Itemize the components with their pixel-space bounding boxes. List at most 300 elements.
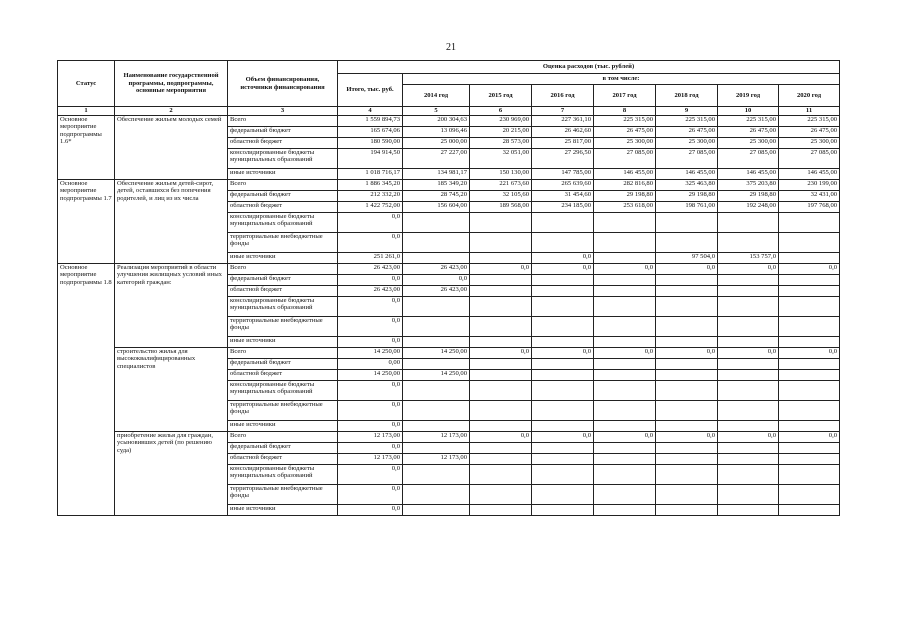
year-value: 230 199,00: [779, 180, 840, 191]
year-value: [403, 317, 470, 337]
year-value: [779, 317, 840, 337]
year-value: 325 463,80: [656, 180, 718, 191]
header-estimate: Оценка расходов (тыс. рублей): [338, 61, 840, 74]
year-value: [656, 359, 718, 370]
year-value: [403, 401, 470, 421]
column-number: 11: [779, 107, 840, 116]
year-value: [470, 485, 532, 505]
year-value: 26 475,00: [718, 127, 779, 138]
year-value: [656, 465, 718, 485]
year-value: [718, 317, 779, 337]
year-value: [779, 505, 840, 516]
year-value: [656, 317, 718, 337]
year-value: [532, 233, 594, 253]
header-year: 2015 год: [470, 85, 532, 107]
year-value: [779, 297, 840, 317]
year-value: 25 300,00: [594, 138, 656, 149]
year-value: [594, 505, 656, 516]
funding-source: Всего: [228, 432, 338, 443]
year-value: [779, 370, 840, 381]
year-value: [470, 213, 532, 233]
header-total: Итого, тыс. руб.: [338, 74, 403, 107]
funding-source: иные источники: [228, 337, 338, 348]
year-value: 25 817,00: [532, 138, 594, 149]
year-value: 97 504,0: [656, 253, 718, 264]
year-value: [594, 359, 656, 370]
year-value: [403, 359, 470, 370]
year-value: 156 604,00: [403, 202, 470, 213]
total-value: 0,0: [338, 337, 403, 348]
year-value: [403, 233, 470, 253]
funding-source: федеральный бюджет: [228, 443, 338, 454]
total-value: 1 018 716,17: [338, 169, 403, 180]
year-value: [718, 275, 779, 286]
year-value: [470, 454, 532, 465]
year-value: [594, 233, 656, 253]
year-value: 25 300,00: [779, 138, 840, 149]
funding-source: иные источники: [228, 169, 338, 180]
funding-source: федеральный бюджет: [228, 127, 338, 138]
year-value: 12 173,00: [403, 454, 470, 465]
year-value: [403, 381, 470, 401]
year-value: 0,0: [779, 264, 840, 275]
year-value: 0,0: [779, 432, 840, 443]
total-value: 1 886 345,20: [338, 180, 403, 191]
year-value: 265 639,60: [532, 180, 594, 191]
funding-source: Всего: [228, 264, 338, 275]
funding-source: иные источники: [228, 421, 338, 432]
year-value: [779, 359, 840, 370]
year-value: [470, 233, 532, 253]
year-value: [718, 443, 779, 454]
year-value: [403, 337, 470, 348]
year-value: 153 757,0: [718, 253, 779, 264]
table-row: [58, 180, 840, 191]
column-number: 2: [115, 107, 228, 116]
year-value: [470, 465, 532, 485]
status-cell: Основное мероприятие подпрограммы 1.8: [58, 264, 115, 516]
header-including: в том числе:: [403, 74, 840, 85]
year-value: [532, 443, 594, 454]
year-value: [718, 233, 779, 253]
year-value: [779, 454, 840, 465]
page-number: 21: [446, 42, 456, 53]
year-value: 32 105,60: [470, 191, 532, 202]
total-value: 14 250,00: [338, 348, 403, 359]
total-value: 0,0: [338, 485, 403, 505]
year-value: 0,0: [532, 348, 594, 359]
year-value: 13 096,46: [403, 127, 470, 138]
year-value: 26 423,00: [403, 264, 470, 275]
total-value: 26 423,00: [338, 264, 403, 275]
table-row: [58, 432, 840, 443]
total-value: 194 914,50: [338, 149, 403, 169]
year-value: 0,0: [718, 264, 779, 275]
funding-source: Всего: [228, 348, 338, 359]
year-value: [718, 381, 779, 401]
year-value: 185 349,20: [403, 180, 470, 191]
year-value: [532, 297, 594, 317]
year-value: 29 198,80: [718, 191, 779, 202]
year-value: [718, 213, 779, 233]
year-value: 0,0: [656, 432, 718, 443]
year-value: [403, 485, 470, 505]
year-value: [779, 213, 840, 233]
year-value: [718, 370, 779, 381]
header-status: Статус: [58, 61, 115, 107]
year-value: 27 085,00: [656, 149, 718, 169]
year-value: [532, 454, 594, 465]
year-value: 146 455,00: [779, 169, 840, 180]
year-value: [779, 286, 840, 297]
year-value: 146 455,00: [718, 169, 779, 180]
funding-source: территориальные внебюджетные фонды: [228, 401, 338, 421]
year-value: [594, 485, 656, 505]
year-value: [656, 401, 718, 421]
funding-source: консолидированные бюджеты муниципальных образований: [228, 297, 338, 317]
year-value: 27 085,00: [594, 149, 656, 169]
year-value: 282 816,80: [594, 180, 656, 191]
year-value: [594, 317, 656, 337]
year-value: [656, 454, 718, 465]
year-value: [532, 286, 594, 297]
year-value: 25 000,00: [403, 138, 470, 149]
funding-source: областной бюджет: [228, 202, 338, 213]
expenditure-table: [57, 60, 840, 516]
funding-source: иные источники: [228, 253, 338, 264]
year-value: [779, 443, 840, 454]
year-value: [718, 297, 779, 317]
year-value: 189 568,00: [470, 202, 532, 213]
status-cell: Основное мероприятие подпрограммы 1.7: [58, 180, 115, 264]
total-value: 0,0: [338, 421, 403, 432]
year-value: [470, 337, 532, 348]
year-value: [779, 275, 840, 286]
year-value: [594, 253, 656, 264]
year-value: [594, 443, 656, 454]
total-value: 165 674,06: [338, 127, 403, 138]
year-value: [718, 465, 779, 485]
year-value: [532, 359, 594, 370]
year-value: [718, 337, 779, 348]
total-value: 14 250,00: [338, 370, 403, 381]
total-value: 1 422 752,00: [338, 202, 403, 213]
year-value: [656, 421, 718, 432]
funding-source: территориальные внебюджетные фонды: [228, 317, 338, 337]
year-value: 0,0: [594, 432, 656, 443]
year-value: 32 431,00: [779, 191, 840, 202]
total-value: 1 559 894,73: [338, 116, 403, 127]
year-value: [779, 381, 840, 401]
year-value: 0,0: [470, 264, 532, 275]
year-value: 146 455,00: [656, 169, 718, 180]
year-value: [532, 317, 594, 337]
column-number: 7: [532, 107, 594, 116]
funding-source: Всего: [228, 116, 338, 127]
total-value: 0,0: [338, 213, 403, 233]
year-value: [594, 337, 656, 348]
year-value: [594, 297, 656, 317]
column-number: 6: [470, 107, 532, 116]
year-value: 32 051,00: [470, 149, 532, 169]
funding-source: федеральный бюджет: [228, 191, 338, 202]
year-value: 28 745,20: [403, 191, 470, 202]
year-value: 197 768,00: [779, 202, 840, 213]
status-cell: Основное мероприятие подпрограммы 1.6*: [58, 116, 115, 180]
total-value: 12 173,00: [338, 454, 403, 465]
total-value: 0,0: [338, 401, 403, 421]
year-value: [470, 317, 532, 337]
year-value: [403, 297, 470, 317]
table-row: [58, 116, 840, 127]
total-value: 0,0: [338, 505, 403, 516]
year-value: [594, 381, 656, 401]
funding-source: территориальные внебюджетные фонды: [228, 485, 338, 505]
year-value: [532, 401, 594, 421]
year-value: 31 454,60: [532, 191, 594, 202]
year-value: [656, 381, 718, 401]
year-value: 147 785,00: [532, 169, 594, 180]
year-value: 27 296,50: [532, 149, 594, 169]
funding-source: областной бюджет: [228, 286, 338, 297]
year-value: 26 475,00: [779, 127, 840, 138]
year-value: [470, 505, 532, 516]
year-value: [594, 213, 656, 233]
year-value: 0,0: [718, 348, 779, 359]
year-value: [470, 421, 532, 432]
year-value: [470, 275, 532, 286]
funding-source: консолидированные бюджеты муниципальных образований: [228, 381, 338, 401]
year-value: [594, 401, 656, 421]
year-value: [718, 454, 779, 465]
funding-source: областной бюджет: [228, 370, 338, 381]
year-value: [470, 381, 532, 401]
total-value: 0,0: [338, 275, 403, 286]
year-value: [532, 381, 594, 401]
measure-name: Реализация мероприятий в области улучшения жилищных условий иных категорий граждан:: [115, 264, 228, 348]
year-value: [594, 370, 656, 381]
year-value: 0,0: [532, 432, 594, 443]
year-value: 27 085,00: [718, 149, 779, 169]
header-year: 2017 год: [594, 85, 656, 107]
year-value: [656, 297, 718, 317]
year-value: 0,0: [656, 264, 718, 275]
year-value: [718, 485, 779, 505]
year-value: [470, 443, 532, 454]
column-number: 10: [718, 107, 779, 116]
header-year: 2016 год: [532, 85, 594, 107]
year-value: 225 315,00: [594, 116, 656, 127]
year-value: 29 198,80: [594, 191, 656, 202]
year-value: [403, 253, 470, 264]
year-value: [718, 286, 779, 297]
total-value: 0,0: [338, 381, 403, 401]
year-value: [656, 213, 718, 233]
year-value: [718, 401, 779, 421]
year-value: [532, 213, 594, 233]
funding-source: территориальные внебюджетные фонды: [228, 233, 338, 253]
column-number: 5: [403, 107, 470, 116]
column-number: 8: [594, 107, 656, 116]
year-value: 28 573,00: [470, 138, 532, 149]
year-value: 253 618,00: [594, 202, 656, 213]
header-year: 2020 год: [779, 85, 840, 107]
year-value: 20 215,00: [470, 127, 532, 138]
year-value: 0,0: [594, 348, 656, 359]
year-value: [718, 421, 779, 432]
measure-name: строительство жилья для высококвалифицированных специалистов: [115, 348, 228, 432]
header-source: Объем финансирования, источники финансирования: [228, 61, 338, 107]
year-value: [594, 275, 656, 286]
year-value: [656, 505, 718, 516]
year-value: 198 761,00: [656, 202, 718, 213]
year-value: [656, 485, 718, 505]
year-value: 0,0: [656, 348, 718, 359]
year-value: 230 969,00: [470, 116, 532, 127]
year-value: 0,0: [532, 264, 594, 275]
total-value: 251 261,0: [338, 253, 403, 264]
total-value: 212 332,20: [338, 191, 403, 202]
total-value: 12 173,00: [338, 432, 403, 443]
total-value: 0,0: [338, 317, 403, 337]
funding-source: консолидированные бюджеты муниципальных образований: [228, 465, 338, 485]
year-value: [470, 370, 532, 381]
year-value: [403, 505, 470, 516]
total-value: 0,00: [338, 359, 403, 370]
year-value: 192 248,00: [718, 202, 779, 213]
column-number: 1: [58, 107, 115, 116]
total-value: 0,0: [338, 297, 403, 317]
funding-source: консолидированные бюджеты муниципальных образований: [228, 213, 338, 233]
year-value: [779, 421, 840, 432]
year-value: 27 227,00: [403, 149, 470, 169]
year-value: 227 361,10: [532, 116, 594, 127]
year-value: 150 130,00: [470, 169, 532, 180]
year-value: 375 203,80: [718, 180, 779, 191]
year-value: 25 300,00: [656, 138, 718, 149]
year-value: [779, 485, 840, 505]
year-value: 26 475,00: [656, 127, 718, 138]
header-year: 2019 год: [718, 85, 779, 107]
year-value: [779, 233, 840, 253]
year-value: 26 475,00: [594, 127, 656, 138]
year-value: 27 085,00: [779, 149, 840, 169]
year-value: [532, 465, 594, 485]
year-value: [532, 421, 594, 432]
year-value: 225 315,00: [656, 116, 718, 127]
year-value: 29 198,80: [656, 191, 718, 202]
year-value: [403, 213, 470, 233]
year-value: 0,0: [470, 348, 532, 359]
year-value: [656, 337, 718, 348]
funding-source: федеральный бюджет: [228, 275, 338, 286]
year-value: [470, 286, 532, 297]
year-value: [470, 401, 532, 421]
year-value: [656, 275, 718, 286]
year-value: [403, 443, 470, 454]
measure-name: приобретение жилья для граждан, усыновивших детей (по решению суда): [115, 432, 228, 516]
year-value: 26 423,00: [403, 286, 470, 297]
year-value: [532, 505, 594, 516]
column-number: 3: [228, 107, 338, 116]
year-value: [594, 465, 656, 485]
measure-name: Обеспечение жильем детей-сирот, детей, оставшихся без попечения родителей, и лиц из их числа: [115, 180, 228, 264]
year-value: 0,0: [594, 264, 656, 275]
year-value: 134 981,17: [403, 169, 470, 180]
total-value: 0,0: [338, 443, 403, 454]
year-value: [656, 286, 718, 297]
year-value: 0,0: [470, 432, 532, 443]
header-year: 2014 год: [403, 85, 470, 107]
year-value: [470, 359, 532, 370]
header-name: Наименование государственной программы, подпрограммы, основные мероприятия: [115, 61, 228, 107]
year-value: [594, 454, 656, 465]
year-value: [532, 275, 594, 286]
year-value: 0,0: [718, 432, 779, 443]
funding-source: иные источники: [228, 505, 338, 516]
year-value: [594, 286, 656, 297]
year-value: [656, 233, 718, 253]
column-number: 4: [338, 107, 403, 116]
year-value: [403, 421, 470, 432]
year-value: [718, 505, 779, 516]
year-value: 14 250,00: [403, 370, 470, 381]
year-value: 25 300,00: [718, 138, 779, 149]
year-value: [594, 421, 656, 432]
header-year: 2018 год: [656, 85, 718, 107]
year-value: [718, 359, 779, 370]
year-value: [779, 465, 840, 485]
year-value: 26 462,60: [532, 127, 594, 138]
measure-name: Обеспечение жильем молодых семей: [115, 116, 228, 180]
year-value: [532, 337, 594, 348]
total-value: 180 590,00: [338, 138, 403, 149]
funding-source: федеральный бюджет: [228, 359, 338, 370]
year-value: [532, 370, 594, 381]
year-value: [532, 485, 594, 505]
year-value: [779, 337, 840, 348]
funding-source: консолидированные бюджеты муниципальных образований: [228, 149, 338, 169]
year-value: [656, 443, 718, 454]
total-value: 26 423,00: [338, 286, 403, 297]
year-value: [779, 401, 840, 421]
year-value: 12 173,00: [403, 432, 470, 443]
year-value: [470, 253, 532, 264]
table-row: [58, 348, 840, 359]
funding-source: областной бюджет: [228, 138, 338, 149]
year-value: 146 455,00: [594, 169, 656, 180]
year-value: 225 315,00: [779, 116, 840, 127]
year-value: 234 185,00: [532, 202, 594, 213]
year-value: [779, 253, 840, 264]
table-row: [58, 264, 840, 275]
year-value: [470, 297, 532, 317]
year-value: 0,0: [532, 253, 594, 264]
year-value: [656, 370, 718, 381]
year-value: 0,0: [403, 275, 470, 286]
year-value: 200 304,63: [403, 116, 470, 127]
total-value: 0,0: [338, 233, 403, 253]
total-value: 0,0: [338, 465, 403, 485]
year-value: [403, 465, 470, 485]
funding-source: Всего: [228, 180, 338, 191]
column-number: 9: [656, 107, 718, 116]
funding-source: областной бюджет: [228, 454, 338, 465]
year-value: 221 673,60: [470, 180, 532, 191]
year-value: 225 315,00: [718, 116, 779, 127]
year-value: 0,0: [779, 348, 840, 359]
year-value: 14 250,00: [403, 348, 470, 359]
